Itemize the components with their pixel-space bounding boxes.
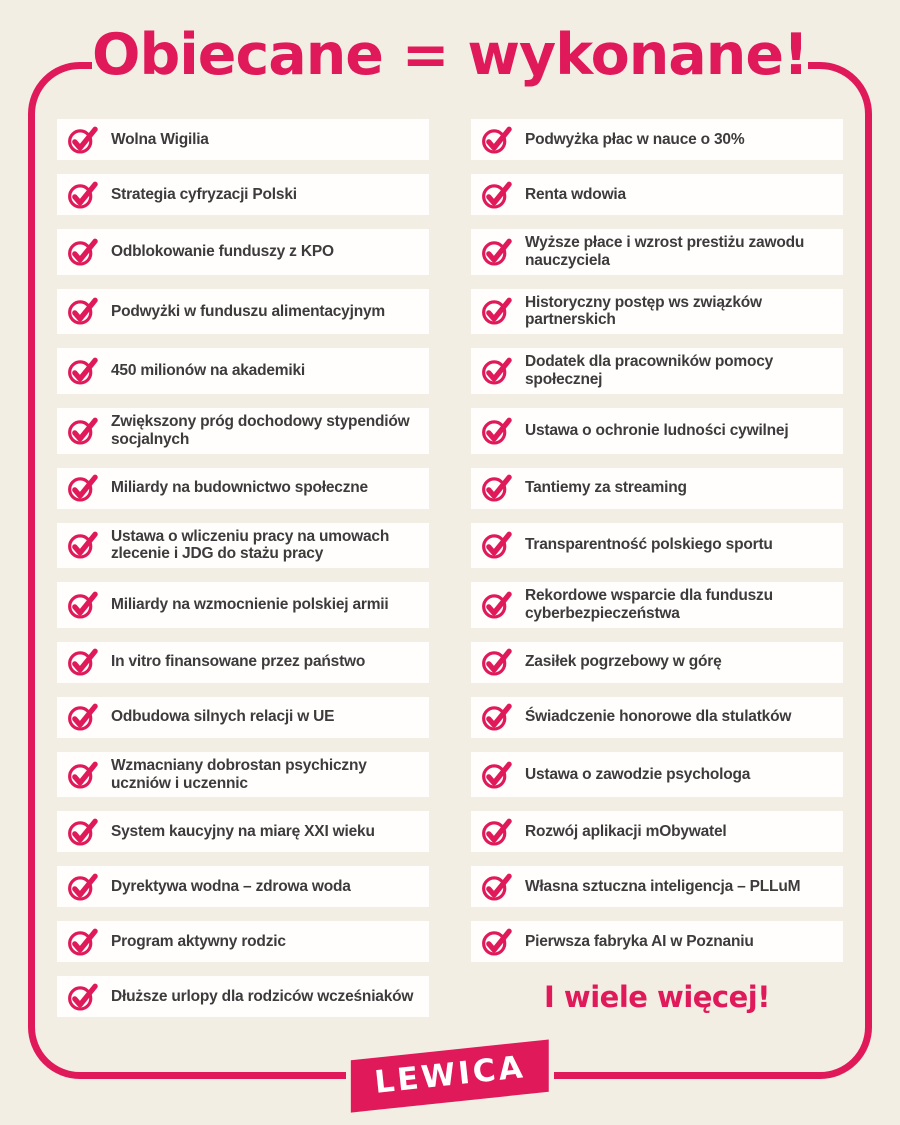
- checklist-item: [57, 289, 429, 335]
- checklist-item: [57, 348, 429, 394]
- checklist-item-label: Program aktywny rodzic: [111, 932, 286, 950]
- checklist-item: [57, 523, 429, 569]
- checklist-item-label: Ustawa o wliczeniu pracy na umowach zlecenie i JDG do stażu pracy: [111, 527, 390, 563]
- checklist-item: [471, 348, 843, 394]
- check-circle-icon: [67, 983, 99, 1011]
- checklist-item-label: System kaucyjny na miarę XXI wieku: [111, 822, 375, 840]
- checklist-item: [471, 468, 843, 509]
- checklist-item: [471, 752, 843, 798]
- checklist-item-label: Podwyżki w funduszu alimentacyjnym: [111, 302, 385, 320]
- check-circle-icon: [67, 126, 99, 154]
- checklist-item-label: Zwiększony próg dochodowy stypendiów socjalnych: [111, 412, 410, 448]
- checklist-item: [57, 408, 429, 454]
- checklist-item: [471, 119, 843, 160]
- checklist-item: [57, 229, 429, 275]
- checklist-item-label: In vitro finansowane przez państwo: [111, 653, 366, 671]
- checklist-item: [57, 119, 429, 160]
- checklist-item: [57, 582, 429, 628]
- checklist-item: [471, 697, 843, 738]
- check-circle-icon: [481, 297, 513, 325]
- check-circle-icon: [481, 873, 513, 901]
- checklist-item-label: Miliardy na budownictwo społeczne: [111, 479, 368, 497]
- checklist-item-label: Podwyżka płac w nauce o 30%: [525, 130, 745, 148]
- checklist-item: [471, 642, 843, 683]
- check-circle-icon: [481, 928, 513, 956]
- checklist-item: [57, 752, 429, 798]
- check-circle-icon: [67, 761, 99, 789]
- checklist-item: [57, 174, 429, 215]
- checklist-item-label: Własna sztuczna inteligencja – PLLuM: [525, 877, 801, 895]
- check-circle-icon: [67, 474, 99, 502]
- check-circle-icon: [67, 297, 99, 325]
- lewica-logo-label: LEWICA: [372, 1049, 528, 1101]
- checklist-item: [471, 229, 843, 275]
- checklist-item: [57, 468, 429, 509]
- checklist-item-label: Miliardy na wzmocnienie polskiej armii: [111, 596, 389, 614]
- check-circle-icon: [67, 181, 99, 209]
- checklist-item-label: Świadczenie honorowe dla stulatków: [525, 708, 792, 726]
- checklist-item: [57, 921, 429, 962]
- checklist-item: [471, 408, 843, 454]
- checklist-item: [57, 642, 429, 683]
- checklist-item: [57, 866, 429, 907]
- checklist-item: [471, 174, 843, 215]
- check-circle-icon: [67, 531, 99, 559]
- checklist-item-label: 450 milionów na akademiki: [111, 362, 305, 380]
- check-circle-icon: [67, 648, 99, 676]
- checklist-item-label: Historyczny postęp ws związków partnerskich: [525, 293, 762, 329]
- checklist-item-label: Transparentność polskiego sportu: [525, 536, 773, 554]
- check-circle-icon: [67, 357, 99, 385]
- checklist-item: [471, 582, 843, 628]
- check-circle-icon: [67, 591, 99, 619]
- check-circle-icon: [481, 818, 513, 846]
- check-circle-icon: [481, 238, 513, 266]
- checklist-item-label: Wyższe płace i wzrost prestiżu zawodu nauczyciela: [525, 234, 805, 269]
- checklist-item: [57, 697, 429, 738]
- check-circle-icon: [67, 417, 99, 445]
- checklist-item: [471, 811, 843, 852]
- check-circle-icon: [481, 761, 513, 789]
- more-text-label: I wiele więcej!: [544, 979, 770, 1014]
- check-circle-icon: [67, 818, 99, 846]
- checklist-item-label: Dyrektywa wodna – zdrowa woda: [111, 877, 351, 895]
- checklist-item-label: Rozwój aplikacji mObywatel: [525, 822, 727, 840]
- check-circle-icon: [481, 531, 513, 559]
- checklist-item-label: Odblokowanie funduszy z KPO: [111, 242, 334, 260]
- checklist-item-label: Ustawa o zawodzie psychologa: [525, 765, 751, 783]
- check-circle-icon: [481, 417, 513, 445]
- page-title: Obiecane = wykonane!: [91, 22, 809, 88]
- check-circle-icon: [481, 181, 513, 209]
- checklist-item-label: Zasiłek pogrzebowy w górę: [525, 653, 722, 671]
- check-circle-icon: [67, 238, 99, 266]
- checklist-item: [57, 976, 429, 1017]
- checklist-item: [471, 866, 843, 907]
- check-circle-icon: [481, 591, 513, 619]
- checklist-item-label: Ustawa o ochronie ludności cywilnej: [525, 421, 789, 439]
- more-text: [471, 976, 843, 1017]
- checklist-item-label: Tantiemy za streaming: [525, 479, 687, 497]
- check-circle-icon: [481, 474, 513, 502]
- check-circle-icon: [67, 703, 99, 731]
- checklist-item: [471, 921, 843, 962]
- checklist-item: [57, 811, 429, 852]
- checklist-item-label: Wzmacniany dobrostan psychiczny uczniów i uczennic: [111, 756, 367, 792]
- check-circle-icon: [481, 648, 513, 676]
- checklist-item-label: Pierwsza fabryka AI w Poznaniu: [525, 932, 754, 950]
- checklist-item-label: Strategia cyfryzacji Polski: [111, 185, 297, 203]
- checklist-item: [471, 289, 843, 335]
- checklist-item-label: Rekordowe wsparcie dla funduszu cyberbezpieczeństwa: [525, 587, 773, 622]
- checklist-item: [471, 523, 843, 569]
- check-circle-icon: [481, 126, 513, 154]
- checklist-item-label: Wolna Wigilia: [111, 130, 209, 148]
- check-circle-icon: [67, 873, 99, 901]
- check-circle-icon: [481, 357, 513, 385]
- checklist-item-label: Renta wdowia: [525, 185, 626, 203]
- check-circle-icon: [481, 703, 513, 731]
- checklist-item-label: Odbudowa silnych relacji w UE: [111, 708, 335, 726]
- check-circle-icon: [67, 928, 99, 956]
- checklist-grid: [57, 119, 843, 1017]
- checklist-item-label: Dodatek dla pracowników pomocy społecznej: [525, 353, 774, 389]
- checklist-item-label: Dłuższe urlopy dla rodziców wcześniaków: [111, 987, 414, 1005]
